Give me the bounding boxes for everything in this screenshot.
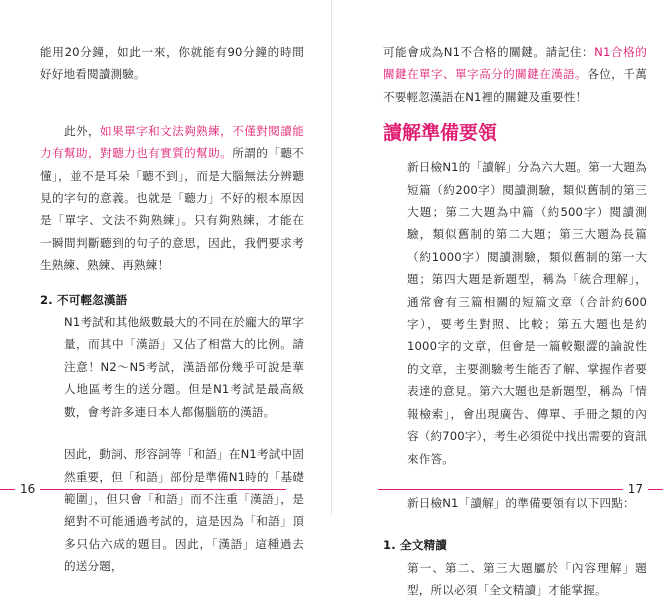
- paragraph-four-points: 新日檢N1「讀解」的準備要領有以下四點：: [407, 495, 635, 510]
- footer-rule: [378, 489, 663, 490]
- paragraph-start: 可能會成為N1不合格的關鍵。請記住：: [383, 45, 595, 59]
- section-title-block: [383, 120, 647, 146]
- left-text-column: [40, 41, 304, 578]
- paragraph-key-point: [383, 41, 647, 108]
- page-number: 17: [623, 482, 648, 496]
- paragraph-kango: N1考試和其他級數最大的不同在於龐大的單字量，而其中「漢語」又佔了相當大的比例。請注意！N2～N5考試，漢語部份幾乎可說是華人地區考生的送分題。但是N1考試是最高級數，會考許多連日本人都傷腦筋的漢語。: [64, 315, 304, 419]
- paragraph-body: 所謂的「聽不懂」，並不是耳朵「聽不到」，而是大腦無法分辨聽見的字句的意義。也就是「聽力」不好的根本原因是「單字、文法不夠熟練」。只有夠熟練，才能在一瞬間判斷聽到的句子的意思，因此，我們要求考生熟練、熟練、再熟練！: [40, 146, 304, 273]
- section-title: 讀解準備要領: [383, 122, 498, 145]
- right-text-column: [383, 41, 647, 602]
- footer-rule: [0, 489, 286, 490]
- section-heading: 2. 不可輕忽漢語: [40, 292, 128, 307]
- section-heading: 1. 全文精讀: [383, 538, 447, 553]
- paragraph-intro: 此外，: [64, 123, 101, 138]
- page-number: 16: [15, 482, 40, 496]
- paragraph-continuation: 能用20分鐘，如此一來，你就能有90分鐘的時間好好地看閱讀測驗。: [40, 45, 304, 82]
- highlight-text: N1合格的關鍵在單字、單字高分的關鍵在漢語。: [383, 45, 647, 82]
- paragraph-wago: 因此，動詞、形容詞等「和語」在N1考試中固然重要，但「和語」部份是準備N1時的「基礎範圍」，但只會「和語」而不注重「漢語」，是絕對不可能通過考試的，這是因為「和語」頂多只佔六成的題目。因此，「漢語」這種過去的送分題，: [64, 447, 304, 574]
- highlight-text: 如果單字和文法夠熟練，不僅對閱讀能力有幫助，對聽力也有實質的幫助。: [40, 123, 304, 161]
- paragraph-intensive-reading: 第一、第二、第三大題屬於「內容理解」題型，所以必須「全文精讀」才能掌握。: [407, 560, 647, 598]
- paragraph-end: 各位，千萬不要輕忽漢語在N1裡的關鍵及重要性！: [383, 67, 647, 104]
- left-page: [0, 0, 331, 574]
- right-page: [332, 0, 663, 598]
- paragraph-reading-overview: 新日檢N1的「讀解」分為六大題。第一大題為短篇（約200字）閱讀測驗，類似舊制的第三大題；第二大題為中篇（約500字）閱讀測驗，類似舊制的第二大題；第三大題為長篇（約1000字）閱讀測驗，類似舊制的第一大題；第四大題是新題型，稱為「統合理解」，通常會有三篇相關的短篇文章（合計約600字），要考生對照、比較；第五大題也是約1000字的文章，但會是一篇較艱澀的論說性的文章，主要測驗考生能否了解、掌握作者要表達的意見。第六大題也是新題型，稱為「情報檢索」，會出現廣告、傳單、手冊之類的內容（約700字），考生必須從中找出需要的資訊來作答。: [407, 160, 647, 466]
- paragraph-listening: [40, 120, 304, 277]
